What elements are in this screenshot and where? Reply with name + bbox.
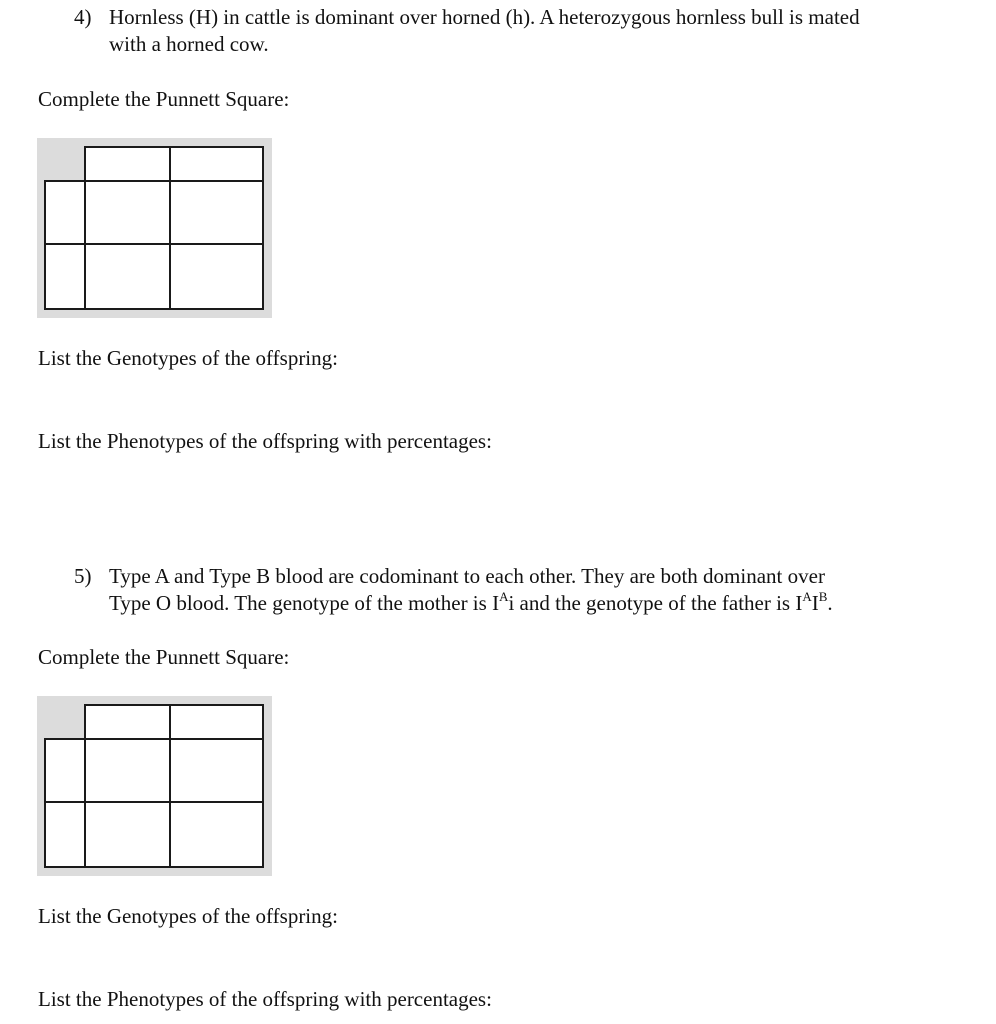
question-5-text-line1: Type A and Type B blood are codominant to each other. They are both dominant over xyxy=(109,564,825,588)
q5-punnett-side-cell-1[interactable] xyxy=(44,738,86,803)
q4-punnett-header-cell-2[interactable] xyxy=(169,146,264,182)
q4-punnett-side-cell-2[interactable] xyxy=(44,243,86,310)
q5-punnett-cell-2-1[interactable] xyxy=(84,801,171,868)
question-5-number: 5) xyxy=(74,564,92,588)
q4-punnett-cell-1-2[interactable] xyxy=(169,180,264,245)
q5-line2-sup-a-mother: A xyxy=(499,589,509,604)
q5-punnett-header-cell-1[interactable] xyxy=(84,704,171,740)
q4-phenotypes-prompt: List the Phenotypes of the offspring with percentages: xyxy=(38,429,492,453)
q4-punnett-cell-1-1[interactable] xyxy=(84,180,171,245)
q4-punnett-header-cell-1[interactable] xyxy=(84,146,171,182)
q5-line2-part-b: i and the genotype of the father is I xyxy=(508,591,803,615)
q4-complete-punnett-prompt: Complete the Punnett Square: xyxy=(38,87,290,111)
q5-line2-part-c: I xyxy=(811,591,819,615)
q4-punnett-square xyxy=(37,138,272,318)
q5-line2-sup-a-father: A xyxy=(802,589,812,604)
q4-genotypes-prompt: List the Genotypes of the offspring: xyxy=(38,346,338,370)
q5-punnett-header-cell-2[interactable] xyxy=(169,704,264,740)
q5-punnett-cell-1-2[interactable] xyxy=(169,738,264,803)
question-4-number: 4) xyxy=(74,5,92,29)
q5-complete-punnett-prompt: Complete the Punnett Square: xyxy=(38,645,290,669)
q5-punnett-cell-2-2[interactable] xyxy=(169,801,264,868)
q5-punnett-cell-1-1[interactable] xyxy=(84,738,171,803)
q4-punnett-side-cell-1[interactable] xyxy=(44,180,86,245)
q4-punnett-cell-2-1[interactable] xyxy=(84,243,171,310)
q5-line2-period: . xyxy=(827,591,833,615)
q5-genotypes-prompt: List the Genotypes of the offspring: xyxy=(38,904,338,928)
question-5-text-line2 xyxy=(109,591,833,616)
q5-phenotypes-prompt: List the Phenotypes of the offspring with percentages: xyxy=(38,987,492,1011)
q5-punnett-side-cell-2[interactable] xyxy=(44,801,86,868)
q4-punnett-cell-2-2[interactable] xyxy=(169,243,264,310)
question-4-text-line1: Hornless (H) in cattle is dominant over horned (h). A heterozygous hornless bull is mated xyxy=(109,5,860,29)
question-4-text-line2: with a horned cow. xyxy=(109,32,269,56)
q5-line2-sup-b-father: B xyxy=(818,589,828,604)
q5-line2-part-a: Type O blood. The genotype of the mother is I xyxy=(109,591,500,615)
q5-punnett-square xyxy=(37,696,272,876)
